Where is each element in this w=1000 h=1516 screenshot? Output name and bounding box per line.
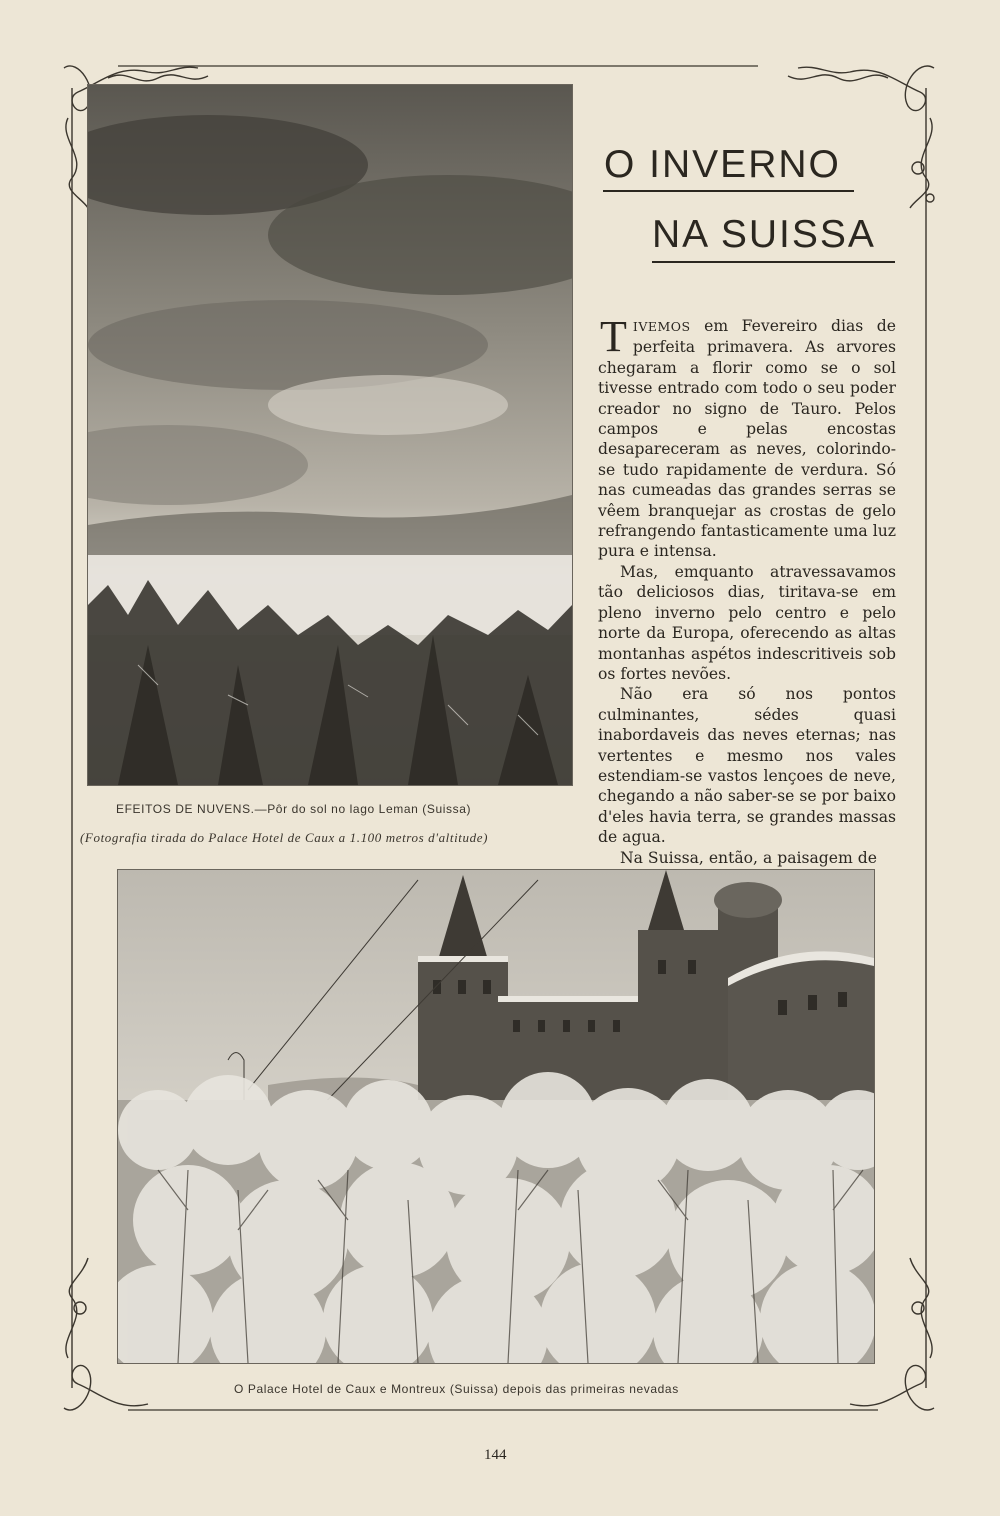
page-title-line2: NA SUISSA — [652, 213, 876, 256]
paragraph-1-text: em Fevereiro dias de perfeita primavera. As arvores chegaram a florir como se o sol tivesse entrado com todo o seu poder creador no signo de Tauro. Pelos campos e pelas encostas desapareceram as neves, colorindo-se tudo rapidamente de verdura. Só nas cumeadas das grandes serras se vêem branquejar as crostas de gelo refrangendo fantasticamente uma luz pura e intensa. — [598, 317, 896, 561]
paragraph-1 — [598, 312, 896, 562]
paragraph-4: Na Suissa, então, a paisagem de — [620, 848, 877, 867]
figure1-credit: (Fotografia tirada do Palace Hotel de Caux a 1.100 metros d'altitude) — [80, 830, 489, 845]
page-title-line1: O INVERNO — [604, 143, 841, 186]
title-underline-2 — [652, 261, 895, 263]
figure1-caption: EFEITOS DE NUVENS.—Pôr do sol no lago Leman (Suissa) — [116, 802, 472, 816]
figure2-caption: O Palace Hotel de Caux e Montreux (Suissa) depois das primeiras nevadas — [234, 1382, 679, 1396]
page-number: 144 — [484, 1447, 507, 1463]
article-body — [598, 312, 896, 868]
photo-palace-hotel-snow — [118, 870, 874, 1363]
first-word: IVEMOS — [632, 319, 691, 334]
drop-cap: T — [600, 312, 627, 361]
photo-clouds-over-lake — [88, 85, 572, 785]
title-underline-1 — [603, 190, 854, 192]
paragraph-2: Mas, emquanto atravessavamos tão deliciosos dias, tiritava-se em pleno inverno pelo centro e pelo norte da Europa, oferecendo as altas montanhas aspétos indescritiveis sob os fortes nevões. — [598, 562, 896, 683]
paragraph-3: Não era só nos pontos culminantes, sédes quasi inabordaveis das neves eternas; nas vertentes e mesmo nos vales estendiam-se vastos lençoes de neve, chegando a não saber-se se por baixo d'eles havia terra, se grandes massas de agua. — [598, 685, 896, 847]
